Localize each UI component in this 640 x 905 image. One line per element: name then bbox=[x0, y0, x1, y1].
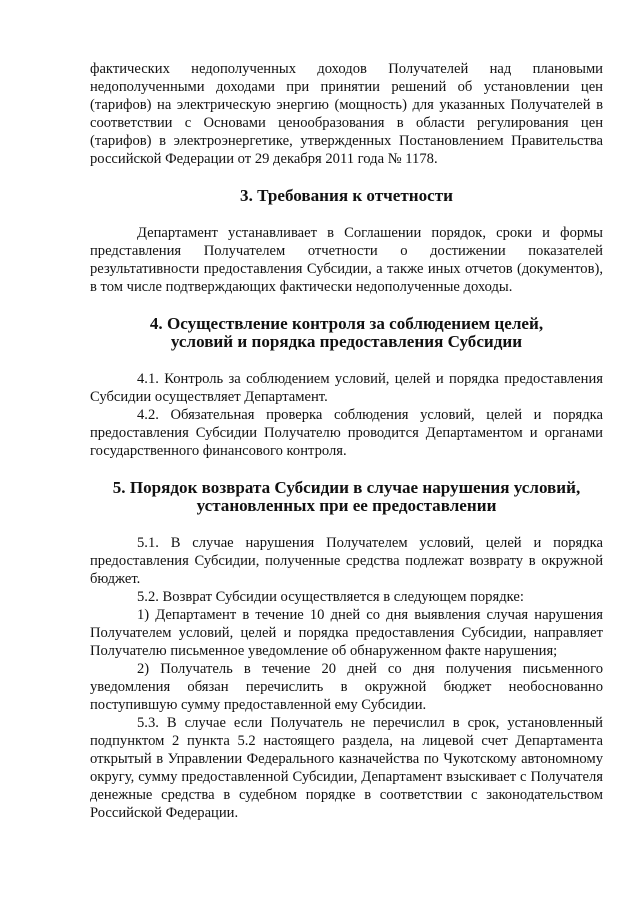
section-4-heading-line-2: условий и порядка предоставления Субсидии bbox=[170, 332, 523, 351]
section-5-2-item-2: 2) Получатель в течение 20 дней со дня получения письменного уведомления обязан перечислить в окружной бюджет необоснованно поступившую сумму предоставленной ему Субсидии. bbox=[90, 661, 603, 713]
section-5-heading-line-1: 5. Порядок возврата Субсидии в случае нарушения условий, bbox=[112, 478, 581, 497]
section-3-heading-text: 3. Требования к отчетности bbox=[240, 186, 453, 205]
section-5-3-paragraph: 5.3. В случае если Получатель не перечислил в срок, установленный подпунктом 2 пункта 5.2 настоящего раздела, на лицевой счет Департамента открытый в Управлении Федерального казначейства по Чукотскому автономному округу, сумму предоставленной Субсидии, Департамент взыскивает с Получателя денежные средства в судебном порядке в соответствии с законодательством Российской Федерации. bbox=[90, 715, 603, 821]
section-4-heading bbox=[90, 315, 603, 351]
section-5-heading bbox=[90, 479, 603, 515]
section-4-heading-line-1: 4. Осуществление контроля за соблюдением целей, bbox=[149, 314, 544, 333]
intro-paragraph: фактических недополученных доходов Получателей над плановыми недополученными доходами при принятии решений об установлении цен (тарифов) на электрическую энергию (мощность) для указанных Получателей в соответствии с Основами ценообразования в области регулирования цен (тарифов) в электроэнергетике, утвержденных Постановлением Правительства российской Федерации от 29 декабря 2011 года № 1178. bbox=[90, 61, 603, 167]
section-3-paragraph: Департамент устанавливает в Соглашении порядок, сроки и формы представления Получателем отчетности о достижении показателей результативности предоставления Субсидии, а также иных отчетов (документов), в том числе подтверждающих фактически недополученные доходы. bbox=[90, 225, 603, 295]
section-5-heading-line-2: установленных при ее предоставлении bbox=[196, 496, 497, 515]
section-3-heading bbox=[90, 187, 603, 205]
section-4-1-paragraph: 4.1. Контроль за соблюдением условий, целей и порядка предоставления Субсидии осуществляет Департамент. bbox=[90, 371, 603, 405]
section-4-2-paragraph: 4.2. Обязательная проверка соблюдения условий, целей и порядка предоставления Субсидии Получателю проводится Департаментом и органами государственного финансового контроля. bbox=[90, 407, 603, 459]
section-5-2-paragraph: 5.2. Возврат Субсидии осуществляется в следующем порядке: bbox=[137, 589, 524, 605]
section-5-2-item-1: 1) Департамент в течение 10 дней со дня выявления случая нарушения Получателем условий, целей и порядка предоставления Субсидии, направляет Получателю письменное уведомление об обнаруженном факте нарушения; bbox=[90, 607, 603, 659]
section-5-1-paragraph: 5.1. В случае нарушения Получателем условий, целей и порядка предоставления Субсидии, полученные средства подлежат возврату в окружной бюджет. bbox=[90, 535, 603, 587]
document-page bbox=[90, 60, 603, 822]
